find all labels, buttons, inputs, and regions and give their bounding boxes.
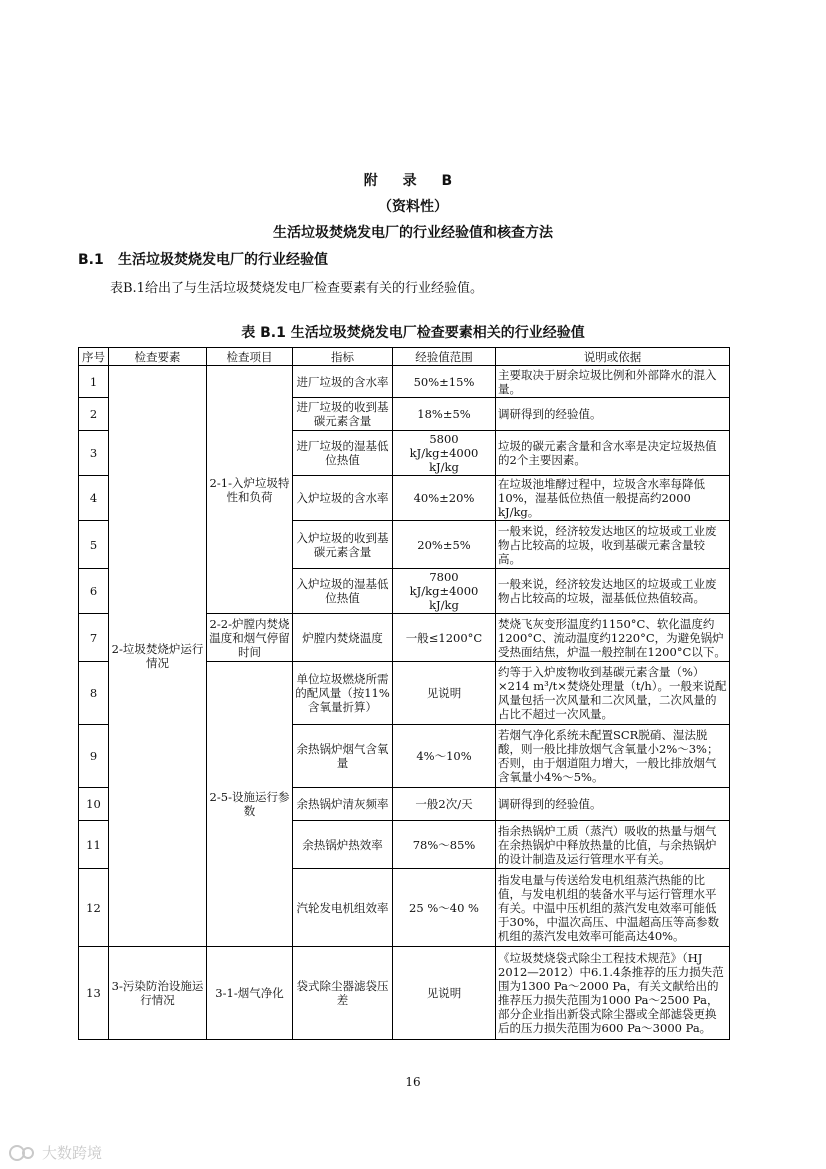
row-number: 11 (79, 821, 109, 869)
note-cell: 主要取决于厨余垃圾比例和外部降水的混入量。 (496, 366, 730, 398)
row-number: 13 (79, 947, 109, 1040)
row-number: 5 (79, 521, 109, 569)
header-cell: 指标 (293, 348, 393, 366)
row-number: 9 (79, 725, 109, 788)
table-row (79, 947, 730, 1040)
row-number: 6 (79, 569, 109, 614)
indicator-cell: 余热锅炉热效率 (293, 821, 393, 869)
range-cell: 78%～85% (393, 821, 496, 869)
appendix-title: 附 录 B (363, 173, 463, 189)
note-cell: 若烟气净化系统未配置SCR脱硝、湿法脱酸，则一般比排放烟气含氧量小2%～3%；否则，由于烟道阻力增大，一般比排放烟气含氧量小4%～5%。 (496, 725, 730, 788)
element-cell: 2-垃圾焚烧炉运行情况 (109, 366, 207, 947)
element-cell: 3-污染防治设施运行情况 (109, 947, 207, 1040)
indicator-cell: 进厂垃圾的收到基碳元素含量 (293, 398, 393, 431)
indicator-cell: 进厂垃圾的含水率 (293, 366, 393, 398)
indicator-cell: 炉膛内焚烧温度 (293, 614, 393, 662)
range-cell: 40%±20% (393, 476, 496, 521)
row-number: 2 (79, 398, 109, 431)
watermark-text: 大数跨境 (42, 1144, 103, 1162)
indicator-cell: 袋式除尘器滤袋压差 (293, 947, 393, 1040)
note-cell: 焚烧飞灰变形温度约1150°C、软化温度约1200°C、流动温度约1220°C，为避免锅炉受热面结焦，炉温一般控制在1200°C以下。 (496, 614, 730, 662)
range-cell: 50%±15% (393, 366, 496, 398)
table-header-row (79, 348, 730, 366)
item-cell: 2-5-设施运行参数 (207, 662, 293, 947)
intro-paragraph: 表B.1给出了与生活垃圾焚烧发电厂检查要素有关的行业经验值。 (110, 281, 483, 296)
range-cell: 20%±5% (393, 521, 496, 569)
item-cell: 2-2-炉膛内焚烧温度和烟气停留时间 (207, 614, 293, 662)
row-number: 10 (79, 788, 109, 821)
range-cell: 18%±5% (393, 398, 496, 431)
experience-values-table (78, 347, 730, 1040)
indicator-cell: 单位垃圾燃烧所需的配风量（按11%含氧量折算） (293, 662, 393, 725)
item-cell: 3-1-烟气净化 (207, 947, 293, 1040)
range-cell: 5800 kJ/kg±4000 kJ/kg (393, 431, 496, 476)
watermark-logo-icon (8, 1144, 38, 1162)
note-cell: 指发电量与传送给发电机组蒸汽热能的比值，与发电机组的装备水平与运行管理水平有关。中温中压机组的蒸汽发电效率可能低于30%，中温次高压、中温超高压等高参数机组的蒸汽发电效率可能高达40%。 (496, 869, 730, 947)
note-cell: 约等于入炉废物收到基碳元素含量（%）×214 m³/t×焚烧处理量（t/h）。一般来说配风量包括一次风量和二次风量，二次风量的占比不超过一次风量。 (496, 662, 730, 725)
indicator-cell: 余热锅炉清灰频率 (293, 788, 393, 821)
note-cell: 在垃圾池堆酵过程中，垃圾含水率每降低10%，湿基低位热值一般提高约2000 kJ/kg。 (496, 476, 730, 521)
row-number: 3 (79, 431, 109, 476)
indicator-cell: 入炉垃圾的收到基碳元素含量 (293, 521, 393, 569)
indicator-cell: 入炉垃圾的含水率 (293, 476, 393, 521)
page-number: 16 (405, 1075, 421, 1089)
range-cell: 7800 kJ/kg±4000 kJ/kg (393, 569, 496, 614)
header-cell: 经验值范围 (393, 348, 496, 366)
note-cell: 调研得到的经验值。 (496, 788, 730, 821)
note-cell: 一般来说，经济较发达地区的垃圾或工业废物占比较高的垃圾，收到基碳元素含量较高。 (496, 521, 730, 569)
header-cell: 检查项目 (207, 348, 293, 366)
note-cell: 调研得到的经验值。 (496, 398, 730, 431)
note-cell: 垃圾的碳元素含量和含水率是决定垃圾热值的2个主要因素。 (496, 431, 730, 476)
watermark (8, 1142, 102, 1163)
note-cell: 一般来说，经济较发达地区的垃圾或工业废物占比较高的垃圾，湿基低位热值较高。 (496, 569, 730, 614)
item-cell: 2-1-入炉垃圾特性和负荷 (207, 366, 293, 614)
row-number: 4 (79, 476, 109, 521)
range-cell: 一般≤1200°C (393, 614, 496, 662)
indicator-cell: 进厂垃圾的湿基低位热值 (293, 431, 393, 476)
note-cell: 指余热锅炉工质（蒸汽）吸收的热量与烟气在余热锅炉中释放热量的比值，与余热锅炉的设计制造及运行管理水平有关。 (496, 821, 730, 869)
indicator-cell: 汽轮发电机组效率 (293, 869, 393, 947)
table-caption: 表 B.1 生活垃圾焚烧发电厂检查要素相关的行业经验值 (241, 325, 585, 341)
note-cell: 《垃圾焚烧袋式除尘工程技术规范》（HJ 2012—2012）中6.1.4条推荐的压力损失范围为1300 Pa～2000 Pa，有关文献给出的推荐压力损失范围为1000 Pa～2500 Pa，部分企业指出新袋式除尘器或全部滤袋更换后的压力损失范围为600 Pa～3000 Pa。 (496, 947, 730, 1040)
indicator-cell: 入炉垃圾的湿基低位热值 (293, 569, 393, 614)
row-number: 12 (79, 869, 109, 947)
indicator-cell: 余热锅炉烟气含氧量 (293, 725, 393, 788)
range-cell: 见说明 (393, 662, 496, 725)
section-heading (78, 249, 328, 269)
row-number: 7 (79, 614, 109, 662)
range-cell: 25 %～40 % (393, 869, 496, 947)
row-number: 8 (79, 662, 109, 725)
range-cell: 4%～10% (393, 725, 496, 788)
header-cell: 检查要素 (109, 348, 207, 366)
section-number: B.1 (78, 252, 104, 268)
header-cell: 序号 (79, 348, 109, 366)
range-cell: 一般2次/天 (393, 788, 496, 821)
row-number: 1 (79, 366, 109, 398)
header-cell: 说明或依据 (496, 348, 730, 366)
appendix-subject: 生活垃圾焚烧发电厂的行业经验值和核查方法 (273, 225, 553, 241)
table-row (79, 366, 730, 398)
range-cell: 见说明 (393, 947, 496, 1040)
appendix-type: （资料性） (378, 199, 448, 215)
section-title: 生活垃圾焚烧发电厂的行业经验值 (118, 252, 328, 268)
